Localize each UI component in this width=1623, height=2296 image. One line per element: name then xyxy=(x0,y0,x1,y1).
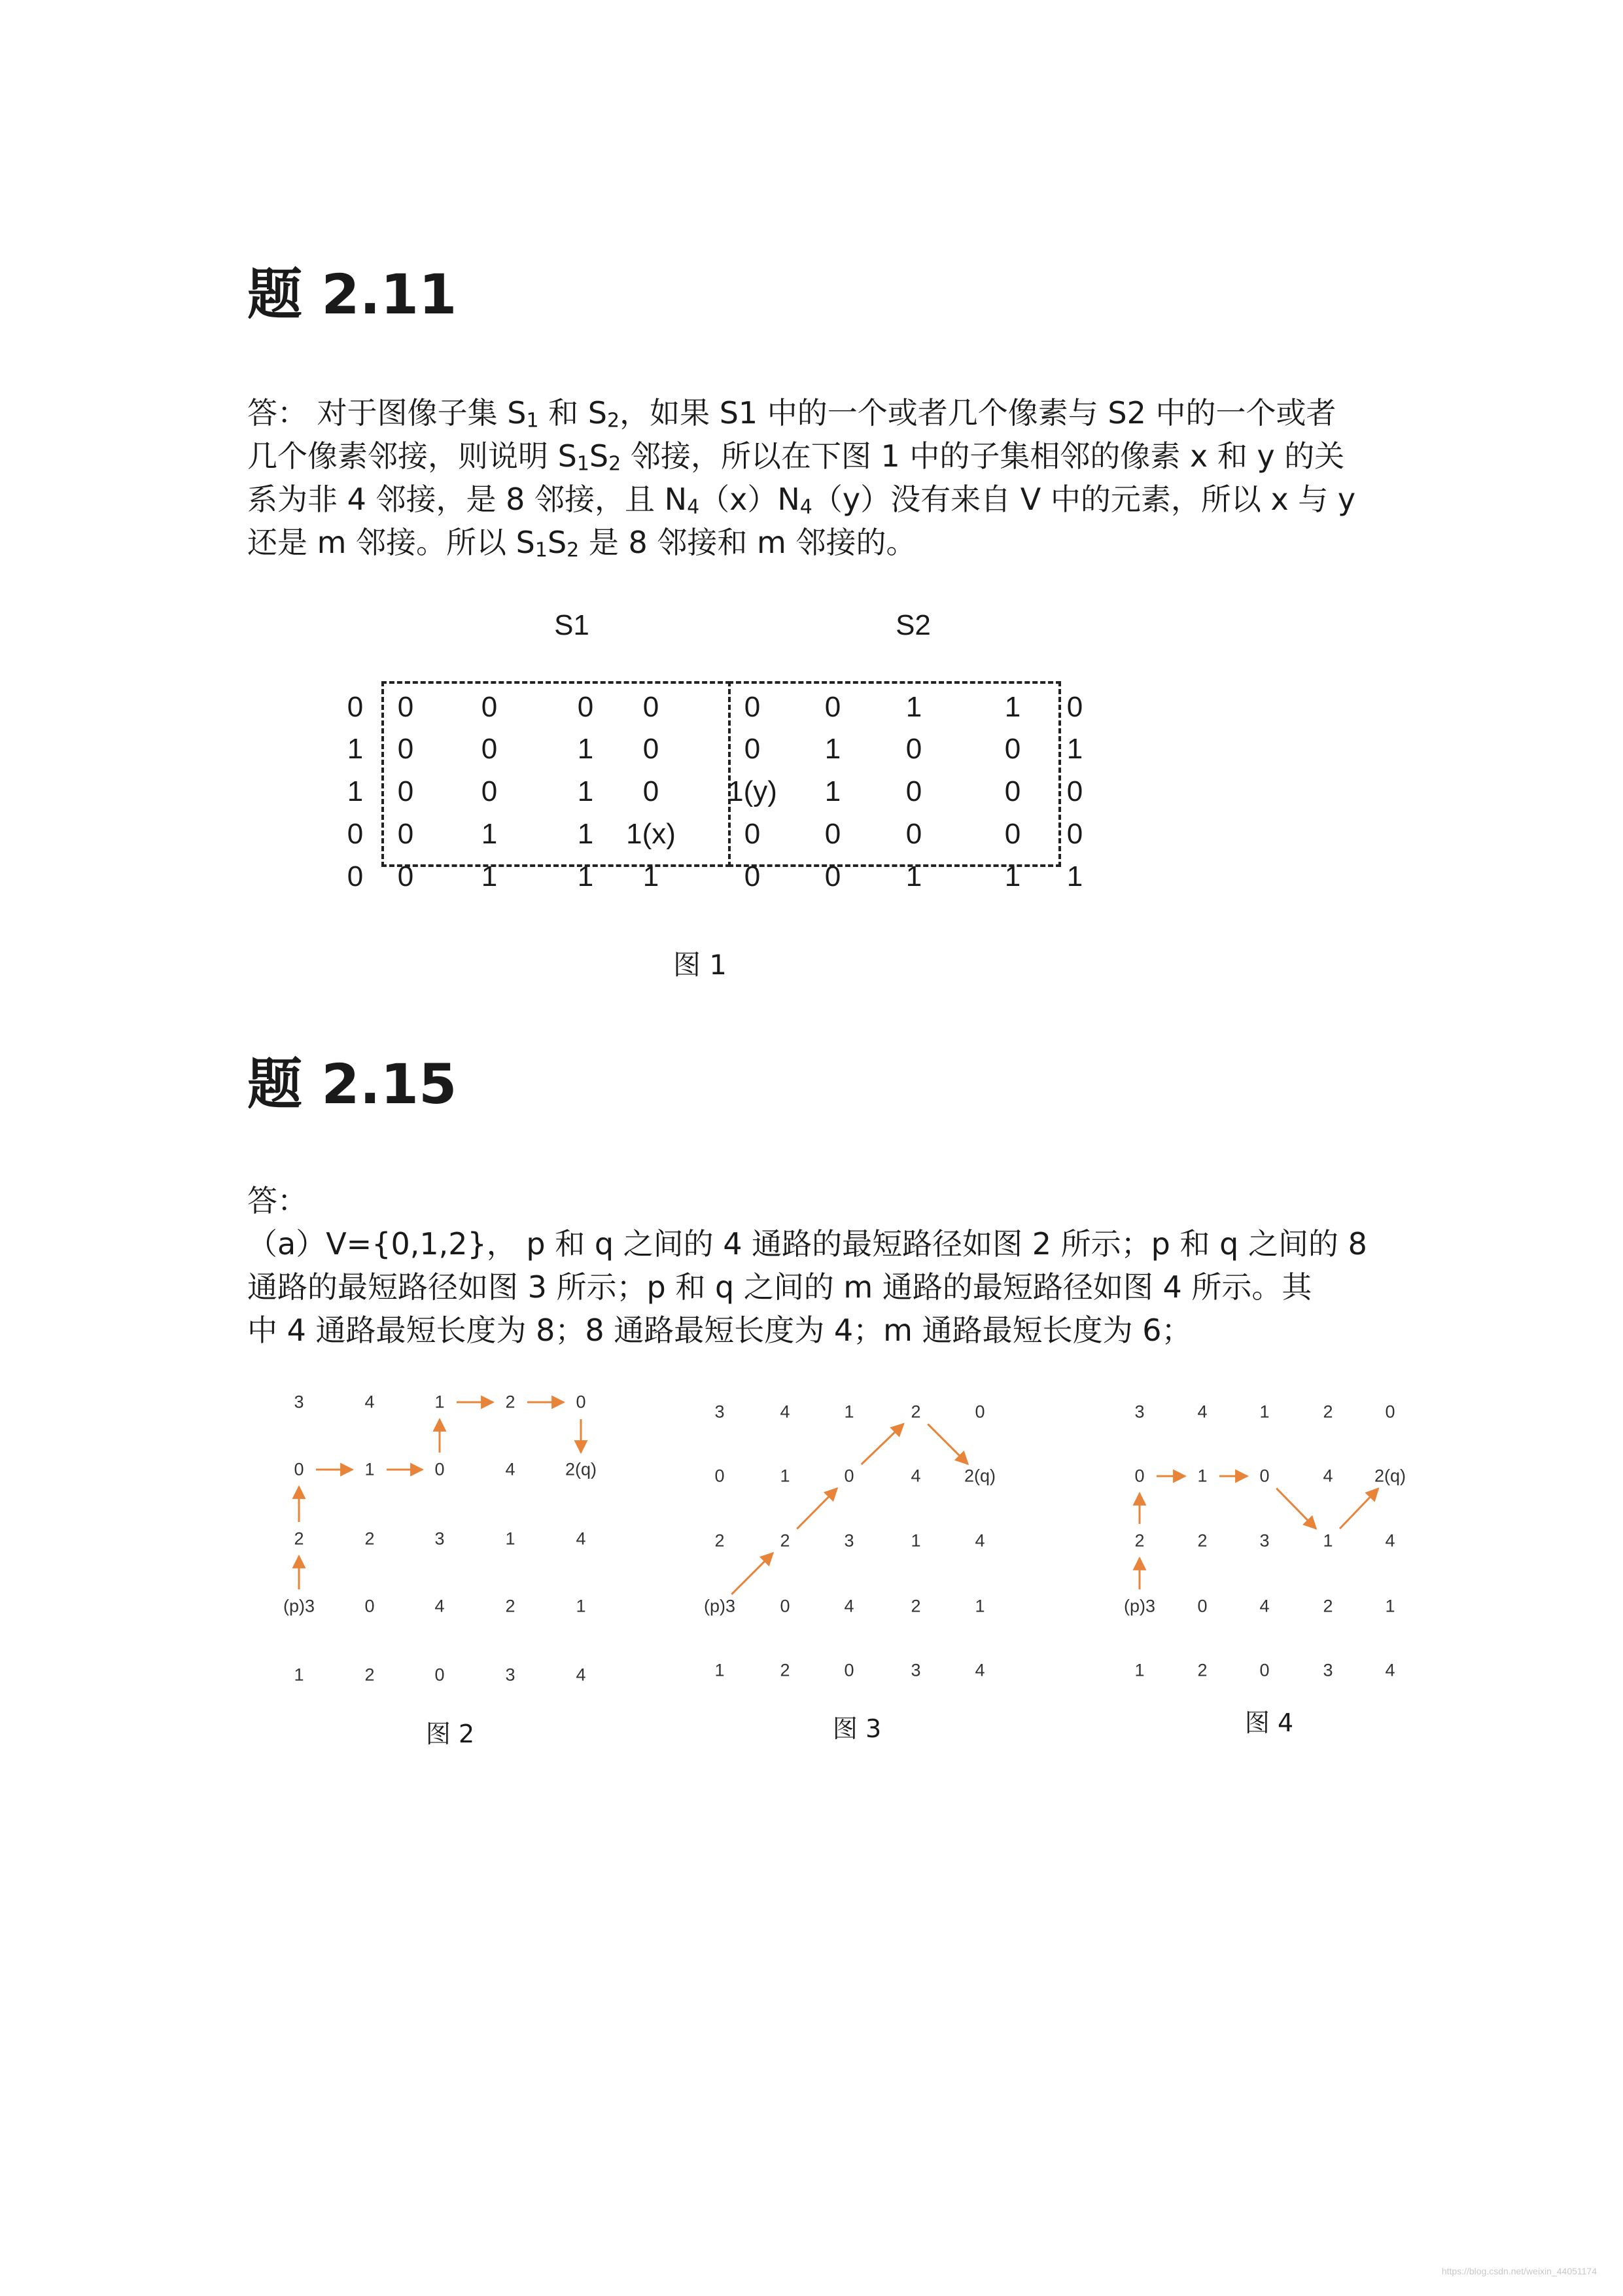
grid-cell: 4 xyxy=(1197,1402,1208,1422)
answer-text: （y）没有来自 V 中的元素，所以 x 与 y xyxy=(812,482,1356,517)
figure-caption: 图 2 xyxy=(425,1720,475,1748)
matrix-cell: 0 xyxy=(397,818,414,850)
grid-cell: 4 xyxy=(364,1392,375,1412)
matrix-cell: 0 xyxy=(1066,691,1083,723)
matrix-cell: 1 xyxy=(347,775,364,807)
matrix-cell: 0 xyxy=(642,691,659,723)
answer-line: 通路的最短路径如图 3 所示；p 和 q 之间的 m 通路的最短路径如图 4 所示。其 xyxy=(247,1269,1312,1305)
matrix-cell: 0 xyxy=(577,691,594,723)
matrix-cell: 0 xyxy=(824,860,841,892)
grid-cell: 0 xyxy=(1385,1402,1395,1422)
grid-cell: 0 xyxy=(434,1665,445,1685)
matrix-cell: 0 xyxy=(347,691,364,723)
label-s1: S1 xyxy=(554,609,589,641)
grid-cell: 4 xyxy=(1385,1530,1395,1551)
grid-cell: 3 xyxy=(1134,1402,1145,1422)
grid-cell: 3 xyxy=(505,1665,515,1685)
matrix-cell: 0 xyxy=(744,860,761,892)
grid-cell: 4 xyxy=(1385,1660,1395,1680)
answer-label-2-15: 答： xyxy=(247,1183,307,1218)
grid-cell: 3 xyxy=(714,1402,725,1422)
grid-cell: 4 xyxy=(911,1466,921,1486)
grid-cell: 2 xyxy=(505,1596,515,1616)
grid-cell: (p)3 xyxy=(703,1596,736,1616)
grid-cell: 2 xyxy=(505,1392,515,1412)
grid-cell: 3 xyxy=(1259,1530,1270,1551)
grid-cell: 4 xyxy=(975,1660,985,1680)
answer-text: 系为非 4 邻接，是 8 邻接，且 N xyxy=(247,482,688,517)
matrix-cell: 0 xyxy=(1066,775,1083,807)
answer-text: 和 S xyxy=(538,395,607,431)
grid-cell: 4 xyxy=(844,1596,854,1616)
grid-cell: 3 xyxy=(294,1392,304,1412)
matrix-cell: 0 xyxy=(744,733,761,765)
matrix-cell: 0 xyxy=(481,775,498,807)
matrix-cell: 0 xyxy=(642,775,659,807)
grid-cell: 4 xyxy=(1323,1466,1333,1486)
matrix-cell: 0 xyxy=(905,733,922,765)
grid-cell: 1 xyxy=(505,1528,515,1549)
matrix-cell: 1 xyxy=(481,818,498,850)
path-arrow xyxy=(797,1488,837,1528)
grid-cell: 2 xyxy=(1197,1530,1208,1551)
grid-cell: 2(q) xyxy=(1374,1466,1406,1486)
grid-cell: 2 xyxy=(1323,1402,1333,1422)
grid-cell: (p)3 xyxy=(283,1596,315,1616)
grid-cell: 2 xyxy=(780,1530,790,1551)
grid-cell: 1 xyxy=(294,1665,304,1685)
grid-cell: 1 xyxy=(576,1596,586,1616)
grid-cell: 1 xyxy=(714,1660,725,1680)
matrix-cell: 1 xyxy=(905,691,922,723)
answer-line: 中 4 通路最短长度为 8；8 通路最短长度为 4；m 通路最短长度为 6； xyxy=(247,1313,1192,1348)
answer-text: S xyxy=(547,525,567,560)
grid-cell: 2(q) xyxy=(565,1459,597,1479)
grid-cell: 1 xyxy=(1134,1660,1145,1680)
grid-cell: 2 xyxy=(364,1528,375,1549)
figure-caption: 图 3 xyxy=(832,1714,882,1743)
grid-cell: 2 xyxy=(1134,1530,1145,1551)
subscript: 1 xyxy=(576,452,589,476)
grid-cell: 2 xyxy=(1197,1660,1208,1680)
grid-cell: 0 xyxy=(364,1596,375,1616)
grid-cell: 2 xyxy=(294,1528,304,1549)
heading-2-11: 题 2.11 xyxy=(247,262,457,327)
answer-text: ，如果 S1 中的一个或者几个像素与 S2 中的一个或者 xyxy=(620,395,1336,431)
grid-cell: 0 xyxy=(844,1660,854,1680)
grid-cell: 0 xyxy=(434,1459,445,1479)
matrix-cell: 0 xyxy=(744,691,761,723)
grid-cell: 1 xyxy=(780,1466,790,1486)
matrix-cell: 1 xyxy=(824,733,841,765)
answer-text: S xyxy=(589,438,609,474)
answer-text: 几个像素邻接，则说明 S xyxy=(247,438,577,474)
matrix-cell: 0 xyxy=(347,860,364,892)
label-s2: S2 xyxy=(896,609,931,641)
answer-text: 还是 m 邻接。所以 S xyxy=(247,525,535,560)
matrix-cell: 1 xyxy=(1066,860,1083,892)
grid-cell: 2 xyxy=(911,1596,921,1616)
grid-cell: 0 xyxy=(1134,1466,1145,1486)
grid-cell: 3 xyxy=(911,1660,921,1680)
figure-caption: 图 4 xyxy=(1244,1708,1294,1737)
matrix-cell: 1 xyxy=(1066,733,1083,765)
grid-cell: 1 xyxy=(911,1530,921,1551)
matrix-cell: 0 xyxy=(397,733,414,765)
matrix-cell: 1 xyxy=(577,775,594,807)
matrix-cell: 0 xyxy=(397,691,414,723)
grid-cell: 4 xyxy=(576,1528,586,1549)
path-arrow xyxy=(1276,1489,1316,1529)
matrix-cell: 1 xyxy=(577,818,594,850)
grid-cell: 1 xyxy=(1197,1466,1208,1486)
matrix-cell: 0 xyxy=(905,775,922,807)
path-arrow xyxy=(731,1553,773,1594)
grid-cell: (p)3 xyxy=(1123,1596,1156,1616)
subscript: 4 xyxy=(687,495,700,519)
matrix-cell: 0 xyxy=(824,818,841,850)
matrix-cell: 0 xyxy=(481,691,498,723)
matrix-cell: 0 xyxy=(824,691,841,723)
matrix-cell: 0 xyxy=(1004,733,1021,765)
matrix-cell: 1(y) xyxy=(727,775,777,807)
grid-cell: 4 xyxy=(975,1530,985,1551)
grid-cell: 2 xyxy=(714,1530,725,1551)
matrix-cell: 0 xyxy=(744,818,761,850)
grid-cell: 1 xyxy=(975,1596,985,1616)
grid-cell: 3 xyxy=(434,1528,445,1549)
grid-cell: 4 xyxy=(434,1596,445,1616)
matrix-cell: 1 xyxy=(1004,691,1021,723)
grid-cell: 2(q) xyxy=(964,1466,996,1486)
matrix-cell: 1(x) xyxy=(626,818,676,850)
grid-cell: 1 xyxy=(434,1392,445,1412)
matrix-cell: 0 xyxy=(905,818,922,850)
subscript: 4 xyxy=(799,495,812,519)
path-arrow xyxy=(928,1424,968,1464)
subscript: 2 xyxy=(567,539,580,562)
matrix-cell: 0 xyxy=(347,818,364,850)
matrix-cell: 1 xyxy=(824,775,841,807)
matrix-cell: 0 xyxy=(1004,775,1021,807)
grid-cell: 0 xyxy=(1197,1596,1208,1616)
grid-cell: 0 xyxy=(294,1459,304,1479)
grid-cell: 1 xyxy=(1259,1402,1270,1422)
subscript: 2 xyxy=(607,409,620,433)
grid-cell: 1 xyxy=(844,1402,854,1422)
matrix-cell: 1 xyxy=(905,860,922,892)
answer-text: 邻接，所以在下图 1 中的子集相邻的像素 x 和 y 的关 xyxy=(621,438,1345,474)
grid-cell: 0 xyxy=(1259,1660,1270,1680)
grid-cell: 0 xyxy=(844,1466,854,1486)
answer-text: （x）N xyxy=(699,482,800,517)
matrix-cell: 1 xyxy=(577,733,594,765)
grid-cell: 1 xyxy=(364,1459,375,1479)
subscript: 1 xyxy=(534,539,548,562)
grid-cell: 4 xyxy=(576,1665,586,1685)
grid-cell: 0 xyxy=(975,1402,985,1422)
grid-cell: 2 xyxy=(1323,1596,1333,1616)
matrix-cell: 0 xyxy=(1066,818,1083,850)
grid-cell: 0 xyxy=(714,1466,725,1486)
matrix-cell: 0 xyxy=(481,733,498,765)
path-arrow xyxy=(1340,1489,1378,1528)
subscript: 1 xyxy=(526,409,539,433)
grid-cell: 3 xyxy=(844,1530,854,1551)
grid-cell: 4 xyxy=(505,1459,515,1479)
grid-cell: 0 xyxy=(1259,1466,1270,1486)
matrix-cell: 0 xyxy=(642,733,659,765)
matrix-cell: 1 xyxy=(577,860,594,892)
grid-cell: 4 xyxy=(780,1402,790,1422)
answer-line: （a）V={0,1,2}， p 和 q 之间的 4 通路的最短路径如图 2 所示；p 和 q 之间的 8 xyxy=(247,1226,1367,1262)
matrix-cell: 1 xyxy=(1004,860,1021,892)
path-arrow xyxy=(862,1424,904,1464)
figure-1-caption: 图 1 xyxy=(672,949,727,981)
matrix-cell: 0 xyxy=(1004,818,1021,850)
matrix-cell: 1 xyxy=(347,733,364,765)
heading-2-15: 题 2.15 xyxy=(247,1052,457,1116)
grid-cell: 3 xyxy=(1323,1660,1333,1680)
matrix-cell: 0 xyxy=(397,860,414,892)
grid-cell: 0 xyxy=(576,1392,586,1412)
matrix-cell: 1 xyxy=(481,860,498,892)
subscript: 2 xyxy=(608,452,621,476)
answer-text: 答： 对于图像子集 S xyxy=(247,395,527,431)
grid-cell: 1 xyxy=(1323,1530,1333,1551)
grid-cell: 0 xyxy=(780,1596,790,1616)
matrix-cell: 1 xyxy=(642,860,659,892)
grid-cell: 2 xyxy=(911,1402,921,1422)
grid-cell: 2 xyxy=(364,1665,375,1685)
grid-cell: 1 xyxy=(1385,1596,1395,1616)
grid-cell: 2 xyxy=(780,1660,790,1680)
matrix-cell: 0 xyxy=(397,775,414,807)
watermark: https://blog.csdn.net/weixin_44051174 xyxy=(1441,2266,1597,2276)
answer-text: 是 8 邻接和 m 邻接的。 xyxy=(579,525,916,560)
grid-cell: 4 xyxy=(1259,1596,1270,1616)
